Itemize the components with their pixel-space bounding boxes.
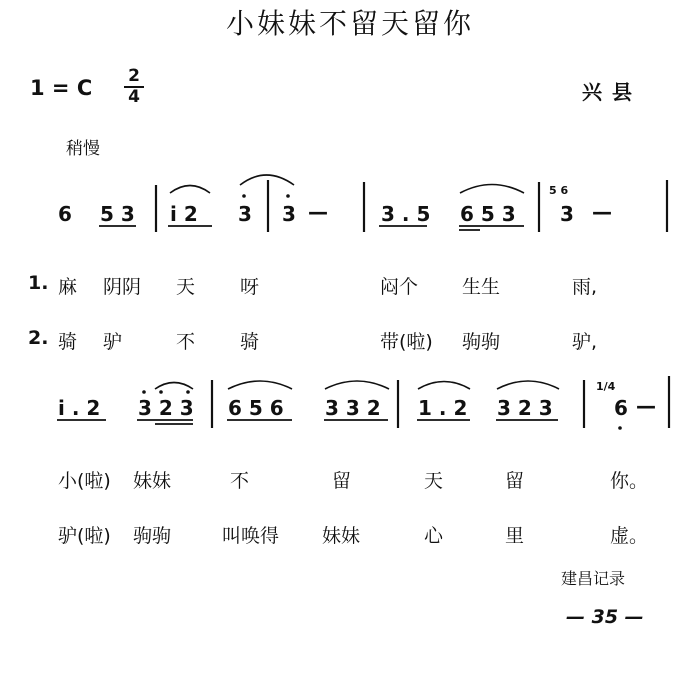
note: 6 bbox=[58, 202, 72, 226]
octave-dots bbox=[142, 194, 622, 430]
lyric: 不 bbox=[230, 470, 250, 492]
slur bbox=[460, 185, 524, 194]
bar-lines bbox=[156, 180, 669, 428]
lyric: 你。 bbox=[610, 470, 649, 492]
octave-dot bbox=[286, 194, 290, 198]
lyric: 不 bbox=[176, 331, 196, 353]
note-group: 6 5 6 bbox=[228, 396, 284, 420]
lyric: 小(啦) bbox=[58, 470, 111, 492]
note-group: i . 2 bbox=[58, 396, 101, 420]
lyric: 驹驹 bbox=[462, 331, 501, 353]
lyric: 留 bbox=[332, 470, 352, 492]
note-group: 5 3 bbox=[100, 202, 135, 226]
lyric: 心 bbox=[424, 525, 444, 547]
lyric: 呀 bbox=[240, 276, 260, 298]
note: 3 bbox=[560, 202, 574, 226]
lyric: 驴(啦) bbox=[58, 525, 111, 547]
octave-dot bbox=[242, 194, 246, 198]
slur bbox=[418, 382, 470, 390]
note-group: i 2 bbox=[170, 202, 198, 226]
song-title: 小妹妹不留天留你 bbox=[225, 7, 474, 40]
lyric: 天 bbox=[424, 470, 444, 492]
key-signature: 1 = C bbox=[30, 76, 93, 100]
lyric: 妹妹 bbox=[322, 525, 361, 547]
lyric: 驹驹 bbox=[133, 525, 172, 547]
dash: — bbox=[636, 394, 656, 418]
time-denominator: 4 bbox=[128, 87, 140, 107]
slurs bbox=[155, 175, 559, 389]
lyric: 天 bbox=[176, 276, 196, 298]
slur bbox=[497, 381, 559, 389]
page-number: — 35 — bbox=[566, 606, 644, 628]
lyric: 叫唤得 bbox=[222, 525, 280, 547]
octave-dot bbox=[186, 390, 190, 394]
lyric: 生生 bbox=[462, 276, 501, 298]
note: 3 bbox=[238, 202, 252, 226]
slur bbox=[325, 381, 389, 389]
dash: — bbox=[308, 200, 328, 224]
grace-notes: 5 6 bbox=[549, 184, 569, 197]
note-group: 3 2 3 bbox=[138, 396, 194, 420]
lyric: 带(啦) bbox=[380, 331, 433, 353]
time-numerator: 2 bbox=[128, 66, 140, 86]
lyric: 妹妹 bbox=[133, 470, 172, 492]
lyric: 留 bbox=[505, 470, 525, 492]
note: 3 bbox=[282, 202, 296, 226]
lyric: 闷个 bbox=[380, 276, 419, 298]
transcriber-credit: 建昌记录 bbox=[561, 569, 626, 588]
note-group: 1 . 2 bbox=[418, 396, 468, 420]
lyric: 麻 bbox=[58, 276, 78, 298]
octave-dot-low bbox=[618, 426, 622, 430]
note: 6 bbox=[614, 396, 628, 420]
note-group: 6 5 3 bbox=[460, 202, 516, 226]
note-group: 3 3 2 bbox=[325, 396, 381, 420]
slur bbox=[170, 186, 210, 194]
slur bbox=[228, 381, 292, 389]
verse-number: 1. bbox=[28, 272, 49, 294]
octave-dot bbox=[159, 390, 163, 394]
tempo-marking: 稍慢 bbox=[66, 139, 100, 159]
region-label: 兴县 bbox=[582, 80, 642, 104]
lyric: 阴阴 bbox=[103, 276, 142, 298]
slur bbox=[155, 383, 193, 390]
lyric: 骑 bbox=[240, 331, 260, 353]
underlines bbox=[57, 226, 558, 424]
lyric: 驴, bbox=[572, 331, 598, 353]
note-group: 3 2 3 bbox=[497, 396, 553, 420]
grace-notes: 1/4 bbox=[596, 380, 616, 393]
lyric: 里 bbox=[505, 525, 525, 547]
lyric: 虚。 bbox=[610, 525, 649, 547]
verse-number: 2. bbox=[28, 327, 49, 349]
lyric: 骑 bbox=[58, 331, 78, 353]
lyric: 雨, bbox=[572, 276, 598, 298]
dash: — bbox=[592, 200, 612, 224]
note-group: 3 . 5 bbox=[381, 202, 431, 226]
octave-dot bbox=[142, 390, 146, 394]
lyric: 驴 bbox=[103, 331, 123, 353]
